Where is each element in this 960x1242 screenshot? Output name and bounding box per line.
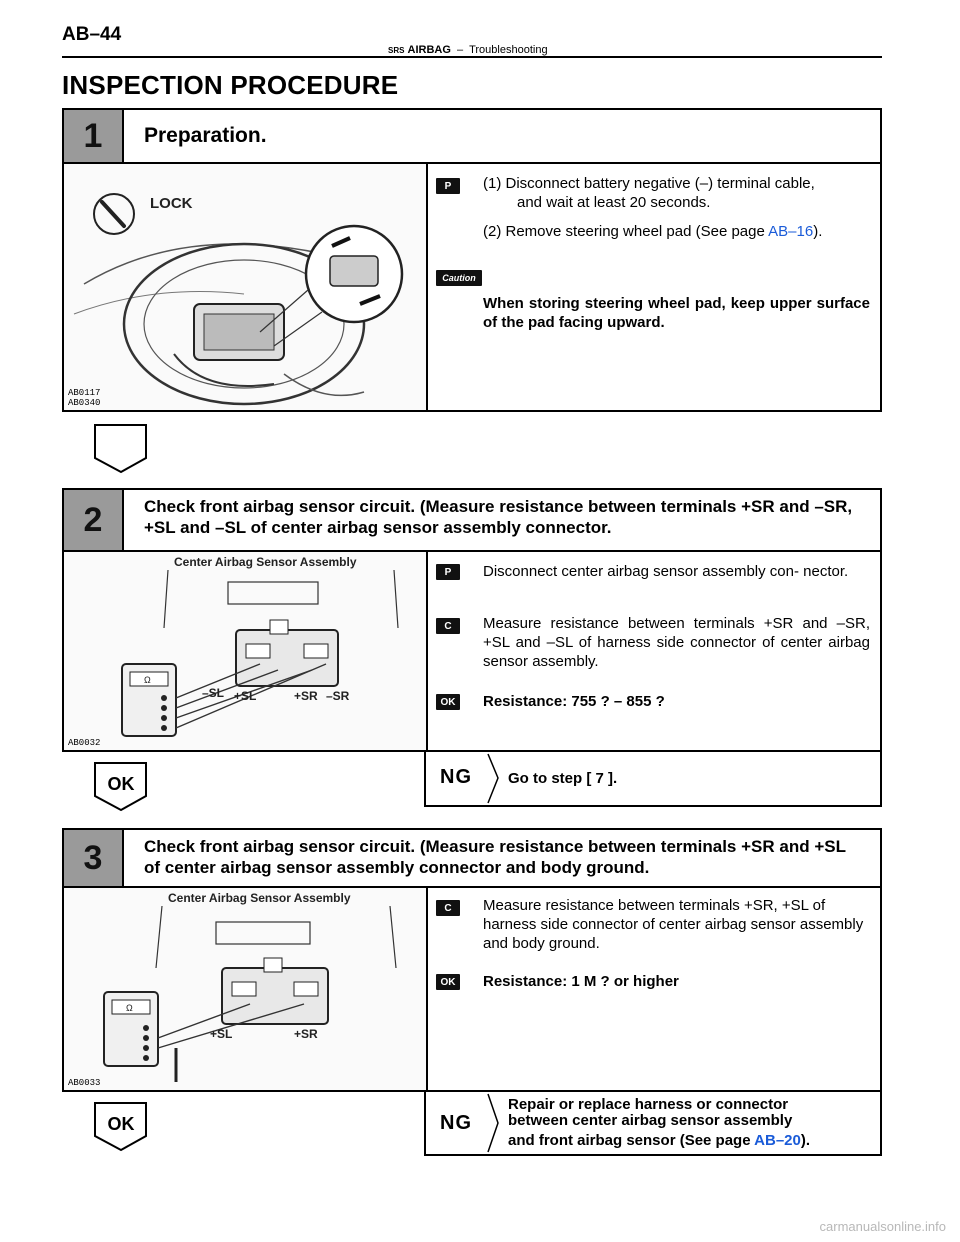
- ng-action-line-3-text: and front airbag sensor (See page: [508, 1132, 755, 1149]
- terminal-label: +SR: [294, 689, 318, 703]
- lock-label: LOCK: [150, 195, 193, 212]
- step-2-title: Check front airbag sensor circuit. (Measure resistance between terminals +SR and –SR, +SL and –SL of center airbag sensor assembly connector.: [144, 497, 853, 537]
- instruction-measure: Measure resistance between terminals +SR and –SR, +SL and –SL of harness side connector of center airbag sensor assembly.: [483, 615, 870, 670]
- steering-wheel-illustration: [64, 164, 424, 412]
- step-3-instructions: [436, 888, 872, 1090]
- figure-id: AB0033: [68, 1078, 101, 1088]
- page-link-ab20[interactable]: AB–20: [754, 1132, 801, 1149]
- ng-label: NG: [440, 766, 472, 788]
- step-2-illustration: [64, 552, 428, 750]
- badge-c-icon: C: [436, 900, 460, 916]
- step-3: [62, 828, 882, 1092]
- badge-ok-icon: OK: [436, 694, 460, 710]
- sensor-assembly-label: Center Airbag Sensor Assembly: [168, 891, 351, 905]
- ng-action-line-1: Repair or replace harness or connector: [508, 1096, 789, 1113]
- step-3-body: [64, 888, 880, 1090]
- ng-action-line-3: [508, 1132, 810, 1149]
- instruction-measure: Measure resistance between terminals +SR, +SL of harness side connector of center airbag sensor assembly and body ground.: [483, 897, 864, 952]
- ng-action-line-3-end: ).: [800, 1132, 811, 1149]
- instruction-1-cont: and wait at least 20 seconds.: [517, 194, 711, 211]
- step-2-instructions: [436, 552, 872, 750]
- step-2: [62, 488, 882, 752]
- instruction-disconnect: Disconnect center airbag sensor assembly con- nector.: [483, 563, 849, 580]
- ng-result-step-3: [424, 1092, 882, 1156]
- badge-ok-icon: OK: [436, 974, 460, 990]
- ng-chevron-icon: [486, 1092, 502, 1154]
- resistance-spec: Resistance: 1 M ? or higher: [483, 973, 679, 990]
- figure-id: AB0032: [68, 738, 101, 748]
- svg-text:Ω: Ω: [144, 675, 151, 685]
- badge-p-icon: P: [436, 564, 460, 580]
- sensor-assembly-label: Center Airbag Sensor Assembly: [174, 555, 357, 569]
- instruction-2: [483, 222, 870, 241]
- instruction-2-text: (2) Remove steering wheel pad (See page: [483, 223, 769, 240]
- step-1: [62, 108, 882, 412]
- ng-action-line-2: between center airbag sensor assembly: [508, 1112, 793, 1129]
- step-3-number: 3: [64, 830, 124, 886]
- step-1-title: Preparation.: [144, 124, 267, 147]
- section-name: AIRBAG: [407, 44, 451, 56]
- ng-chevron-icon: [486, 752, 502, 805]
- terminal-label: +SR: [294, 1027, 318, 1041]
- instruction-1: (1) Disconnect battery negative (–) terminal cable,: [483, 175, 815, 192]
- step-3-title: Check front airbag sensor circuit. (Measure resistance between terminals +SR and +SL of center airbag sensor assembly connector and body ground.: [144, 837, 846, 877]
- ok-label: OK: [107, 1114, 135, 1134]
- ng-action-text: Go to step [ 7 ].: [508, 770, 618, 787]
- step-3-header: [64, 830, 880, 888]
- sensor-circuit-illustration: [64, 552, 424, 752]
- resistance-spec: Resistance: 755 ? – 855 ?: [483, 693, 665, 710]
- step-1-illustration: [64, 164, 428, 410]
- caution-text: When storing steering wheel pad, keep upper surface of the pad facing upward.: [483, 295, 870, 331]
- terminal-label: –SL: [202, 686, 225, 700]
- section-prefix: SRS: [388, 46, 405, 55]
- figure-id: AB0117 AB0340: [68, 388, 101, 408]
- terminal-label: –SR: [326, 689, 350, 703]
- section-header: [388, 44, 548, 56]
- watermark: carmanualsonline.info: [819, 1219, 946, 1234]
- body-ground-illustration: [64, 888, 424, 1092]
- step-1-instructions: [436, 164, 872, 410]
- svg-text:Ω: Ω: [126, 1003, 133, 1013]
- caution-icon: Caution: [436, 270, 482, 286]
- step-1-header: [64, 110, 880, 164]
- step-2-header: [64, 490, 880, 552]
- page-id: AB–44: [62, 24, 122, 45]
- continue-arrow-shape: [94, 424, 148, 474]
- page-link-ab16[interactable]: AB–16: [768, 223, 814, 240]
- instruction-2-end: ).: [813, 223, 823, 240]
- ok-result-shape: [94, 762, 148, 812]
- terminal-label: +SL: [210, 1027, 233, 1041]
- badge-c-icon: C: [436, 618, 460, 634]
- ng-result-step-2: [424, 752, 882, 807]
- ok-result-shape: [94, 1102, 148, 1152]
- step-1-number: 1: [64, 110, 124, 162]
- step-2-body: [64, 552, 880, 750]
- subsection-name: Troubleshooting: [469, 44, 548, 56]
- step-1-body: [64, 164, 880, 410]
- badge-p-icon: P: [436, 178, 460, 194]
- step-3-illustration: [64, 888, 428, 1090]
- page-title: INSPECTION PROCEDURE: [62, 70, 399, 100]
- ok-label: OK: [107, 774, 135, 794]
- terminal-label: +SL: [234, 689, 257, 703]
- section-separator: –: [457, 44, 464, 56]
- ng-label: NG: [440, 1112, 472, 1134]
- header-rule: [62, 56, 882, 58]
- step-2-number: 2: [64, 490, 124, 550]
